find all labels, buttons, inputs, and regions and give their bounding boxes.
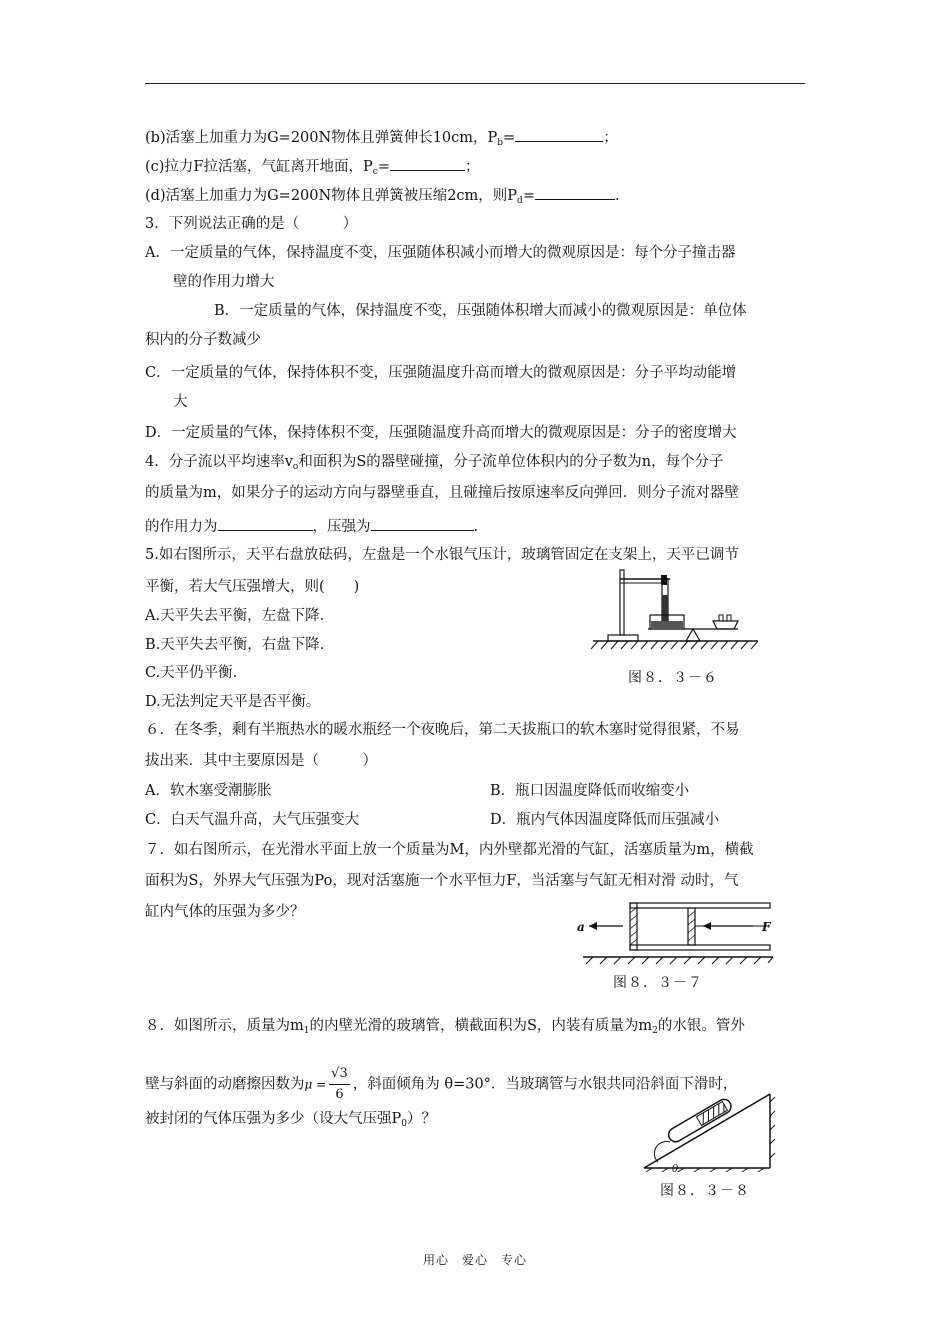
answer-blank-pb[interactable] [515, 127, 603, 142]
q6-option-b: B．瓶口因温度降低而收缩变小 [490, 783, 690, 799]
q6-line1: ６．在冬季，剩有半瓶热水的暖水瓶经一个夜晚后，第二天拔瓶口的软木塞时觉得很紧，不易 [145, 722, 740, 738]
q6-line2: 拔出来．其中主要原因是（ ） [145, 753, 377, 769]
figure-caption-8-3-6: 图８．３－６ [628, 670, 718, 686]
header-rule [145, 83, 805, 84]
figure-8-3-7-cylinder-piston [573, 895, 778, 967]
q2-line-c: (c)拉力F拉活塞，气缸离开地面，$P_c=$ ； [145, 156, 479, 182]
q4-line3: 的作用力为 ，压强为 . [145, 516, 478, 537]
q4-line1: 4．分子流以平均速率$v_o$和面积为S的器壁碰撞，分子流单位体积内的分子数为n，每个分子 [145, 454, 724, 472]
q3-stem: 3．下列说法正确的是（ ） [145, 216, 358, 232]
q7-line1: ７．如右图所示，在光滑水平面上放一个质量为M，内外壁都光滑的气缸，活塞质量为m，横截 [145, 842, 754, 858]
q5-option-d: D.无法判定天平是否平衡。 [145, 694, 321, 710]
q8-line3: 被封闭的气体压强为多少（设大气压强$P_0$）？ [145, 1111, 436, 1129]
figure-caption-8-3-7: 图８．３－７ [613, 975, 703, 991]
q7-line2: 面积为S，外界大气压强为Po，现对活塞施一个水平恒力F，当活塞与气缸无相对滑 动时，气 [145, 873, 739, 889]
q2-line-d: (d)活塞上加重力为G=200N物体且弹簧被压缩2cm，则$P_d=$ . [145, 185, 620, 211]
q3-option-b-line2: 积内的分子数减少 [145, 332, 261, 348]
q7-line3: 缸内气体的压强为多少？ [145, 904, 305, 920]
q6-option-d: D．瓶内气体因温度降低而压强减小 [490, 812, 720, 828]
answer-blank-force[interactable] [218, 516, 313, 531]
q5-line2: 平衡，若大气压强增大，则( ) [145, 579, 360, 595]
q5-option-b: B.天平失去平衡，右盘下降. [145, 637, 325, 653]
answer-blank-pressure[interactable] [371, 516, 474, 531]
figure-label-f: F [762, 920, 771, 934]
q3-option-b-line1: B．一定质量的气体，保持温度不变，压强随体积增大而减小的微观原因是：单位体 [214, 303, 747, 319]
figure-label-theta: θ [672, 1164, 679, 1175]
q2-line-b: (b)活塞上加重力为G=200N物体且弹簧伸长10cm，$P_b=$ ； [145, 127, 618, 153]
q3-option-a-line1: A．一定质量的气体，保持温度不变，压强随体积减小而增大的微观原因是：每个分子撞击器 [145, 245, 736, 261]
page-footer: 用心 爱心 专心 [422, 1253, 527, 1267]
figure-8-3-6-balance-barometer [588, 565, 763, 660]
q8-line1: ８．如图所示，质量为$m_1$的内壁光滑的玻璃管，横截面积为S，内装有质量为$m_2$的水银。管外 [145, 1018, 745, 1036]
q3-option-c-line1: C．一定质量的气体，保持体积不变，压强随温度升高而增大的微观原因是：分子平均动能增 [145, 365, 737, 381]
q3-option-a-line2: 壁的作用力增大 [173, 274, 275, 290]
q6-option-c: C．白天气温升高，大气压强变大 [145, 812, 360, 828]
q3-option-c-line2: 大 [173, 394, 188, 410]
q8-line2: 壁与斜面的动磨擦因数为μ = $\frac{√3}{6}$ ，斜面倾角为 θ=30°．当玻璃管与水银共同沿斜面下滑时， [145, 1064, 737, 1105]
figure-8-3-8-incline-tube [640, 1090, 780, 1172]
q5-option-a: A.天平失去平衡，左盘下降. [145, 608, 325, 624]
mu-fraction: $\frac{√3}{6}$ [331, 1066, 348, 1102]
q3-option-d: D．一定质量的气体，保持体积不变，压强随温度升高而增大的微观原因是：分子的密度增大 [145, 425, 737, 441]
figure-label-a: a [577, 920, 585, 934]
q5-line1: 5.如右图所示，天平右盘放砝码，左盘是一个水银气压计，玻璃管固定在支架上，天平已调节 [145, 547, 739, 563]
figure-caption-8-3-8: 图８．３－８ [660, 1183, 750, 1199]
q4-line2: 的质量为m，如果分子的运动方向与器壁垂直，且碰撞后按原速率反向弹回．则分子流对器壁 [145, 485, 739, 501]
answer-blank-pd[interactable] [535, 185, 615, 200]
q5-option-c: C.天平仍平衡. [145, 665, 238, 681]
answer-blank-pc[interactable] [390, 156, 465, 171]
q6-option-a: A．软木塞受潮膨胀 [145, 783, 272, 799]
